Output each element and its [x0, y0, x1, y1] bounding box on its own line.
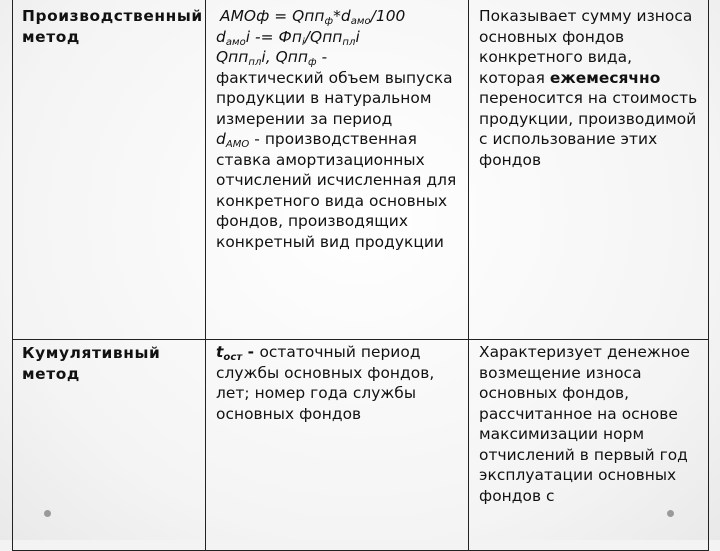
method-description: Показывает сумму износа основных фондов конкретного вида, которая ежемесячно переносится на стоимость продукции, производимой с использование этих фондов: [479, 7, 698, 169]
slide-decor-dot-left: [44, 510, 51, 517]
slide-decor-dot-right: [667, 510, 674, 517]
formula-description: фактический объем выпуска продукции в натуральном измерении за период $d_{АМО}$ - производственная ставка амортизационных отчислений исчисленная для конкретного вида основных фондов, производящих конкретный вид продукции: [216, 68, 457, 251]
method-name: Производственный метод: [22, 7, 203, 46]
formula-cell: [206, 340, 469, 551]
formula-line-1: АМОф = $Qпп_ф*d_{амо}/100$: [220, 7, 406, 27]
method-description: Характеризует денежное возмещение износа основных фондов, рассчитанное на основе максимизации норм отчислений в первый год эксплуатации основных фондов с: [479, 343, 690, 505]
formula-text: $t_{ост}$ - остаточный период службы основных фондов, лет; номер года службы основных фондов: [216, 343, 435, 423]
table-row: [13, 340, 709, 551]
method-name-cell: [13, 340, 206, 551]
formula-text: [206, 0, 468, 256]
formula-cell: [206, 0, 469, 340]
method-name-cell: [13, 0, 206, 340]
table-row: [13, 0, 709, 340]
description-cell: [469, 0, 709, 340]
depreciation-methods-table: [12, 0, 709, 551]
description-cell: [469, 340, 709, 551]
formula-line-3: Qпп$_{пл}$i, Qпп$_ф$ -: [216, 48, 328, 68]
method-name: Кумулятивный метод: [22, 344, 161, 383]
formula-line-2: $d_{амо}i -= Фп_i/Qпп_{пл}i$: [216, 27, 360, 48]
